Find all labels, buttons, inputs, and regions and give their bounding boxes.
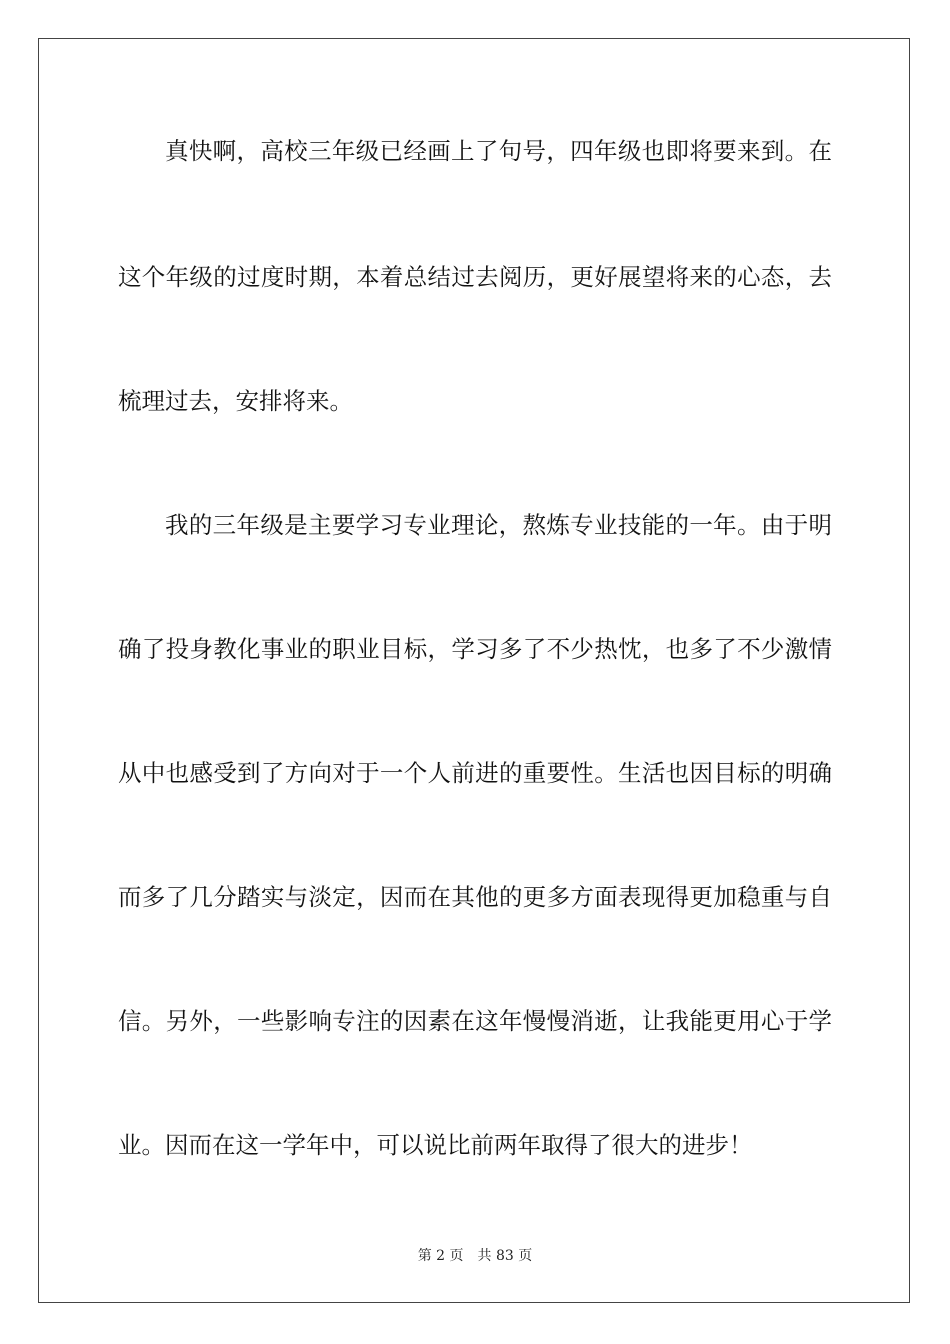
page-border — [38, 38, 910, 1303]
paragraph-1-line-2: 这个年级的过度时期，本着总结过去阅历，更好展望将来的心态，去 — [118, 263, 832, 291]
paragraph-1-line-1: 真快啊，高校三年级已经画上了句号，四年级也即将要来到。在 — [165, 137, 832, 165]
paragraph-2-line-2: 确了投身教化事业的职业目标，学习多了不少热忱，也多了不少激情 — [118, 635, 832, 663]
paragraph-2-line-1: 我的三年级是主要学习专业理论，熬炼专业技能的一年。由于明 — [165, 511, 832, 539]
paragraph-2-line-5: 信。另外，一些影响专注的因素在这年慢慢消逝，让我能更用心于学 — [118, 1007, 832, 1035]
page-total: 共 83 页 — [477, 1248, 533, 1264]
page-footer — [0, 1247, 950, 1265]
paragraph-1-line-3: 梳理过去，安排将来。 — [118, 387, 353, 415]
paragraph-2-line-4: 而多了几分踏实与淡定，因而在其他的更多方面表现得更加稳重与自 — [118, 883, 832, 911]
paragraph-2-line-6: 业。因而在这一学年中，可以说比前两年取得了很大的进步！ — [118, 1131, 753, 1159]
page-number: 第 2 页 — [417, 1248, 464, 1264]
paragraph-2-line-3: 从中也感受到了方向对于一个人前进的重要性。生活也因目标的明确 — [118, 759, 832, 787]
